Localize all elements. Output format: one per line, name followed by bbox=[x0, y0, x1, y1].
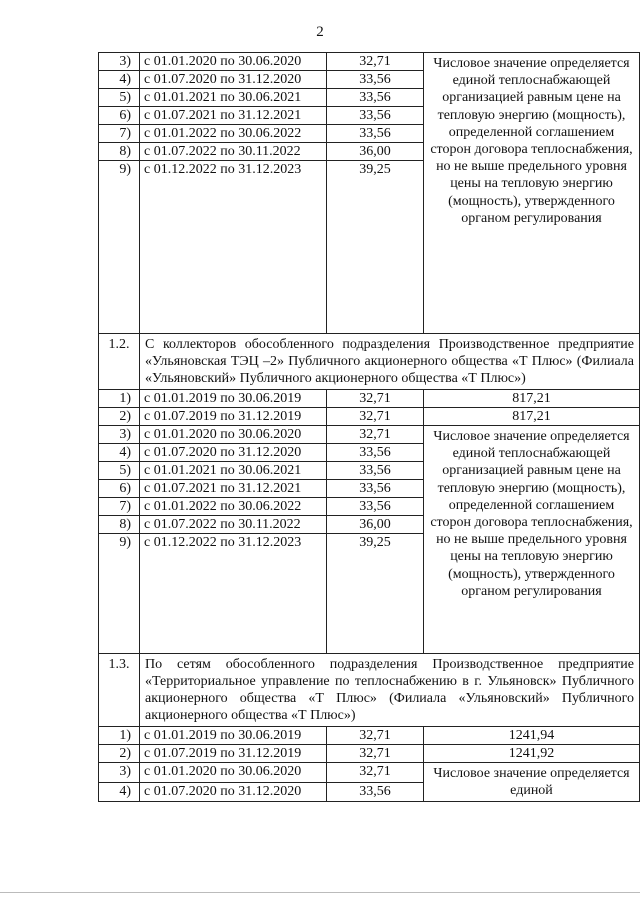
table-row bbox=[99, 408, 640, 426]
row-value: 32,71 bbox=[327, 390, 424, 408]
row-index: 4) bbox=[99, 71, 140, 89]
row-period: с 01.01.2020 по 30.06.2020 bbox=[140, 763, 327, 783]
row-index: 6) bbox=[99, 480, 140, 498]
row-period: с 01.01.2021 по 30.06.2021 bbox=[140, 89, 327, 107]
table-row bbox=[99, 745, 640, 763]
row-value: 32,71 bbox=[327, 745, 424, 763]
row-result: 1241,92 bbox=[424, 745, 640, 763]
row-value: 33,56 bbox=[327, 480, 424, 498]
row-index: 9) bbox=[99, 534, 140, 654]
row-period: с 01.01.2022 по 30.06.2022 bbox=[140, 125, 327, 143]
row-value: 32,71 bbox=[327, 426, 424, 444]
row-result: 817,21 bbox=[424, 408, 640, 426]
row-index: 7) bbox=[99, 498, 140, 516]
row-value: 33,56 bbox=[327, 107, 424, 125]
row-index: 3) bbox=[99, 53, 140, 71]
row-period: с 01.07.2020 по 31.12.2020 bbox=[140, 782, 327, 802]
row-index: 2) bbox=[99, 408, 140, 426]
row-result: 1241,94 bbox=[424, 727, 640, 745]
table-row bbox=[99, 426, 640, 444]
row-period: с 01.07.2021 по 31.12.2021 bbox=[140, 107, 327, 125]
note-cell: Числовое значение определяется единой теплоснабжающей организацией равным цене на тепловую энергию (мощность), определенной соглашением сторон договора теплоснабжения, но не выше предельного уровня цены на тепловую энергию (мощность), утвержденного органом регулирования bbox=[424, 426, 640, 654]
row-index: 4) bbox=[99, 444, 140, 462]
row-value: 36,00 bbox=[327, 143, 424, 161]
row-period: с 01.07.2019 по 31.12.2019 bbox=[140, 745, 327, 763]
table-row bbox=[99, 763, 640, 783]
section-number: 1.2. bbox=[99, 334, 140, 390]
row-value: 32,71 bbox=[327, 408, 424, 426]
section-header-row bbox=[99, 654, 640, 727]
row-period: с 01.12.2022 по 31.12.2023 bbox=[140, 161, 327, 334]
row-index: 2) bbox=[99, 745, 140, 763]
row-index: 1) bbox=[99, 727, 140, 745]
row-index: 5) bbox=[99, 89, 140, 107]
row-index: 8) bbox=[99, 516, 140, 534]
row-period: с 01.01.2019 по 30.06.2019 bbox=[140, 390, 327, 408]
row-value: 33,56 bbox=[327, 782, 424, 802]
row-period: с 01.07.2022 по 30.11.2022 bbox=[140, 143, 327, 161]
note-cell: Числовое значение определяется единой теплоснабжающей организацией равным цене на тепловую энергию (мощность), определенной соглашением сторон договора теплоснабжения, но не выше предельного уровня цены на тепловую энергию (мощность), утвержденного органом регулирования bbox=[424, 53, 640, 334]
section-title: С коллекторов обособленного подразделения Производственное предприятие «Ульяновская ТЭЦ –2» Публичного акционерного общества «Т Плюс» (Филиала «Ульяновский» Публичного акционерного общества «Т Плюс») bbox=[140, 334, 640, 390]
table-row bbox=[99, 727, 640, 745]
row-index: 7) bbox=[99, 125, 140, 143]
row-value: 32,71 bbox=[327, 727, 424, 745]
row-period: с 01.07.2020 по 31.12.2020 bbox=[140, 444, 327, 462]
section-number: 1.3. bbox=[99, 654, 140, 727]
row-period: с 01.07.2020 по 31.12.2020 bbox=[140, 71, 327, 89]
note-cell: Числовое значение определяется единой bbox=[424, 763, 640, 802]
row-index: 3) bbox=[99, 426, 140, 444]
row-value: 32,71 bbox=[327, 763, 424, 783]
row-result: 817,21 bbox=[424, 390, 640, 408]
row-index: 9) bbox=[99, 161, 140, 334]
row-index: 3) bbox=[99, 763, 140, 783]
row-period: с 01.01.2022 по 30.06.2022 bbox=[140, 498, 327, 516]
section-header-row bbox=[99, 334, 640, 390]
row-index: 6) bbox=[99, 107, 140, 125]
row-period: с 01.01.2020 по 30.06.2020 bbox=[140, 53, 327, 71]
row-value: 32,71 bbox=[327, 53, 424, 71]
row-value: 39,25 bbox=[327, 161, 424, 334]
row-period: с 01.07.2021 по 31.12.2021 bbox=[140, 480, 327, 498]
row-value: 33,56 bbox=[327, 71, 424, 89]
row-period: с 01.01.2019 по 30.06.2019 bbox=[140, 727, 327, 745]
tariff-table bbox=[98, 52, 640, 802]
row-period: с 01.07.2022 по 30.11.2022 bbox=[140, 516, 327, 534]
row-value: 33,56 bbox=[327, 462, 424, 480]
row-value: 39,25 bbox=[327, 534, 424, 654]
row-period: с 01.01.2021 по 30.06.2021 bbox=[140, 462, 327, 480]
row-index: 4) bbox=[99, 782, 140, 802]
row-value: 33,56 bbox=[327, 125, 424, 143]
scan-edge-line bbox=[0, 892, 640, 893]
row-value: 33,56 bbox=[327, 498, 424, 516]
row-period: с 01.07.2019 по 31.12.2019 bbox=[140, 408, 327, 426]
page-number: 2 bbox=[316, 24, 324, 40]
row-period: с 01.12.2022 по 31.12.2023 bbox=[140, 534, 327, 654]
row-value: 33,56 bbox=[327, 89, 424, 107]
row-period: с 01.01.2020 по 30.06.2020 bbox=[140, 426, 327, 444]
table-row bbox=[99, 390, 640, 408]
section-title: По сетям обособленного подразделения Производственное предприятие «Территориальное управление по теплоснабжению в г. Ульяновск» Публичного акционерного общества «Т Плюс» (Филиала «Ульяновский» Публичного акционерного общества «Т Плюс») bbox=[140, 654, 640, 727]
row-index: 8) bbox=[99, 143, 140, 161]
row-value: 36,00 bbox=[327, 516, 424, 534]
table-row bbox=[99, 53, 640, 71]
row-value: 33,56 bbox=[327, 444, 424, 462]
row-index: 5) bbox=[99, 462, 140, 480]
row-index: 1) bbox=[99, 390, 140, 408]
